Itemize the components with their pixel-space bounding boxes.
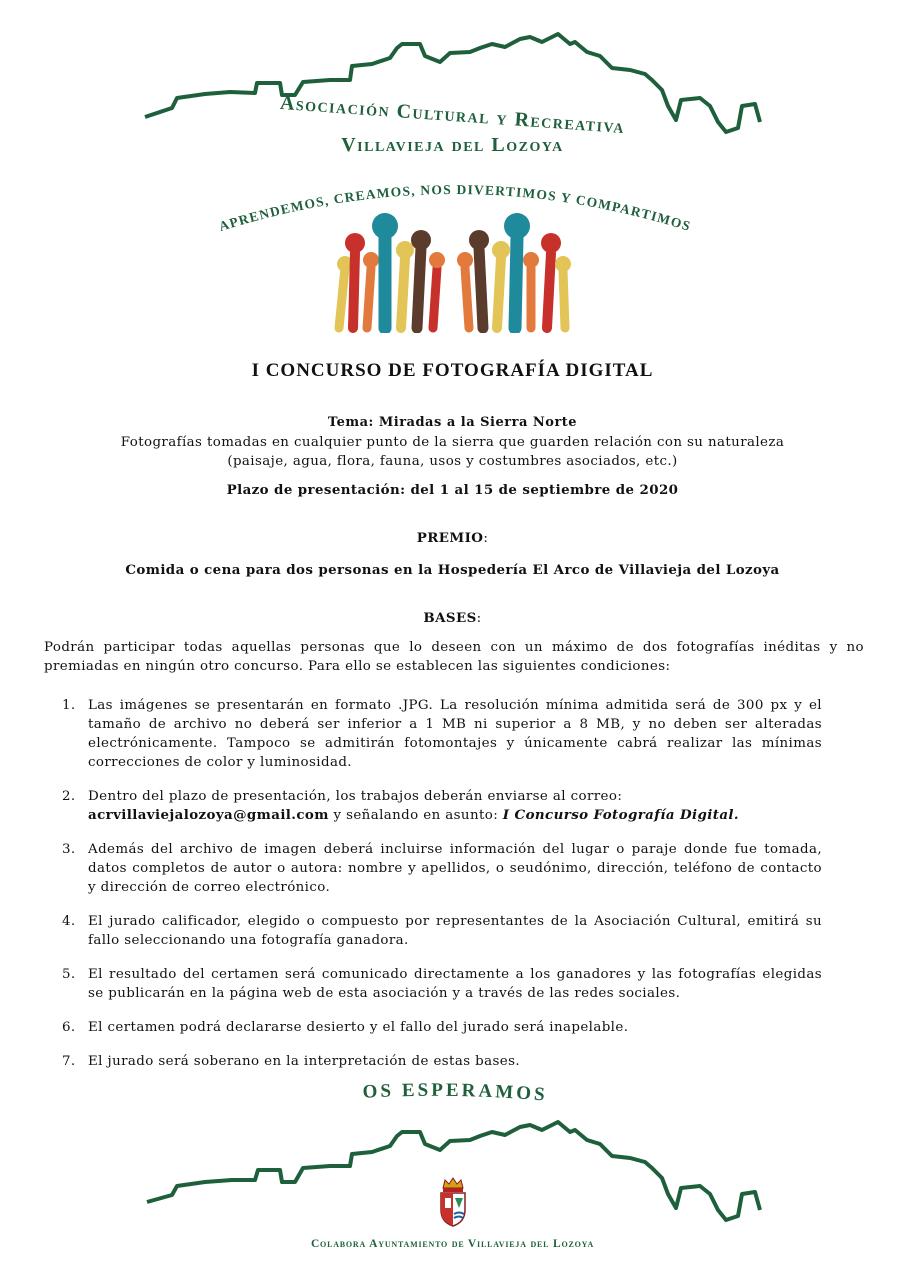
rule-text: El jurado será soberano en la interpretación de estas bases. [88, 1054, 521, 1069]
rule-text: El certamen podrá declararse desierto y el fallo del jurado será inapelable. [88, 1020, 629, 1035]
submission-deadline: Plazo de presentación: del 1 al 15 de septiembre de 2020 [226, 482, 679, 498]
rules-intro: Podrán participar todas aquellas personas que lo deseen con un máximo de dos fotografías inéditas y no premiadas en ningún otro concurso. Para ello se establecen las siguientes condiciones: [44, 640, 864, 674]
prize-description: Comida o cena para dos personas en la Hospedería El Arco de Villavieja del Lozoya [125, 562, 780, 578]
closing-message: OS ESPERAMOS [362, 1079, 549, 1106]
prize-heading [0, 529, 905, 548]
rule-text: El jurado calificador, elegido o compuesto por representantes de la Asociación Cultural, emitirá su fallo seleccionando una fotografía ganadora. [88, 914, 822, 948]
email-subject: I Concurso Fotografía Digital. [502, 807, 739, 823]
rule-item [62, 787, 822, 825]
rules-heading-label: BASES [423, 610, 477, 626]
contest-theme-description [0, 433, 905, 471]
rule-number: 3. [62, 842, 76, 857]
sponsor-credit: Colabora Ayuntamiento de Villavieja del Lozoya [310, 1238, 595, 1250]
rule-number: 5. [62, 967, 76, 982]
rule-text: Además del archivo de imagen deberá incluirse información del lugar o paraje donde fue tomada, datos completos de autor o autora: nombre y apellidos, o seudónimo, dirección, teléfono de contacto y dirección de correo electrónico. [88, 842, 822, 895]
rule-text: Dentro del plazo de presentación, los trabajos deberán enviarse al correo: [88, 789, 623, 804]
rule-number: 2. [62, 789, 76, 804]
subject-instruction: y señalando en asunto: [328, 808, 503, 823]
raised-hands-group [337, 213, 571, 328]
contest-title: I CONCURSO DE FOTOGRAFÍA DIGITAL [251, 360, 654, 381]
rule-number: 1. [62, 698, 76, 713]
rule-number: 6. [62, 1020, 76, 1035]
association-name-line1: Asociación Cultural y Recreativa [279, 91, 626, 139]
svg-text:OS ESPERAMOS [362, 1080, 548, 1106]
rule-item [62, 696, 822, 772]
closing-message-arc [320, 1070, 590, 1115]
rule-item [62, 912, 822, 950]
motto-text: APRENDEMOS, CREAMOS, NOS DIVERTIMOS Y COMPARTIMOS [217, 181, 693, 235]
theme-description-line1: Fotografías tomadas en cualquier punto de la sierra que guarden relación con su naturaleza [120, 435, 785, 450]
prize-heading-label: PREMIO [416, 530, 484, 546]
rule-item [62, 1018, 822, 1037]
rules-list [62, 696, 822, 1086]
rules-heading [0, 609, 905, 628]
rule-item [62, 840, 822, 897]
rule-item [62, 1052, 822, 1071]
rule-number: 7. [62, 1054, 76, 1069]
rule-text: El resultado del certamen será comunicado directamente a los ganadores y las fotografías elegidas se publicarán en la página web de esta asociación y a través de las redes sociales. [88, 967, 822, 1001]
rule-number: 4. [62, 914, 76, 929]
rule-text: Las imágenes se presentarán en formato .JPG. La resolución mínima admitida será de 300 px y el tamaño de archivo no deberá ser inferior a 1 MB ni superior a 8 MB, y no deben ser alteradas electrónicamente. Tampoco se admitirán fotomontajes y únicamente cabrá realizar las mínimas correcciones de color y luminosidad. [88, 698, 822, 770]
contest-theme: Tema: Miradas a la Sierra Norte [327, 415, 578, 430]
association-name-line2: Villavieja del Lozoya [341, 134, 564, 156]
coat-of-arms-icon [437, 1176, 469, 1228]
rules-heading-colon: : [476, 611, 482, 626]
rule-item [62, 965, 822, 1003]
contact-email[interactable]: acrvillaviejalozoya@gmail.com [88, 807, 329, 823]
prize-heading-colon: : [483, 531, 489, 546]
theme-description-line2: (paisaje, agua, flora, fauna, usos y costumbres asociados, etc.) [227, 454, 678, 469]
raised-hands-illustration [325, 198, 585, 333]
